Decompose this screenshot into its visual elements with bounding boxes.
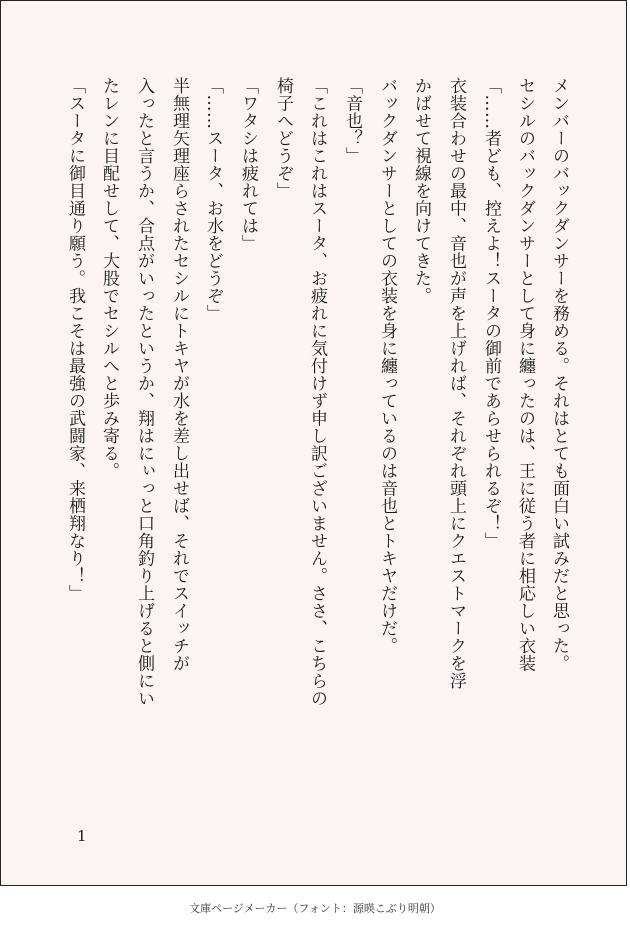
text-line: 「……者ども、控えよ！スータの御前であらせられるぞ！」	[481, 77, 501, 550]
text-line: セシルのバックダンサーとして身に纏ったのは、王に従う者に相応しい衣装	[515, 77, 535, 672]
text-line: メンバーのバックダンサーを務める。それはとても面白い試みだと思った。	[549, 77, 569, 672]
text-line: 衣装合わせの最中、音也が声を上げれば、それぞれ頭上にクエストマークを浮	[446, 77, 466, 690]
text-line: 入ったと言うか、合点がいったというか、翔はにぃっと口角釣り上げると側にい	[134, 77, 154, 707]
vertical-text-body	[61, 77, 571, 777]
text-line: 半無理矢理座らされたセシルにトキヤが水を差し出せば、それでスイッチが	[169, 77, 189, 672]
footer-caption: 文庫ページメーカー（フォント：源暎こぶり明朝）	[189, 902, 441, 915]
text-line: 「ワタシは疲れては」	[238, 77, 258, 252]
text-line: バックダンサーとしての衣装を身に纏っているのは音也とトキヤだけだ。	[377, 77, 397, 655]
text-line: 「スータに御目通り願う。我こそは最強の武闘家、来栖翔なり！」	[65, 77, 85, 602]
page-number: 1	[77, 827, 87, 845]
text-line: 「これはこれはスータ、お疲れに気付けず申し訳ございません。ささ、こちらの	[307, 77, 327, 707]
text-line: 椅子へどうぞ」	[273, 77, 293, 200]
text-line: 「音也？」	[342, 77, 362, 165]
text-line: たレンに目配せして、大股でセシルへと歩み寄る。	[99, 77, 119, 480]
text-line: 「……スータ、お水をどうぞ」	[203, 77, 223, 322]
text-line: かばせて視線を向けてきた。	[411, 77, 431, 305]
